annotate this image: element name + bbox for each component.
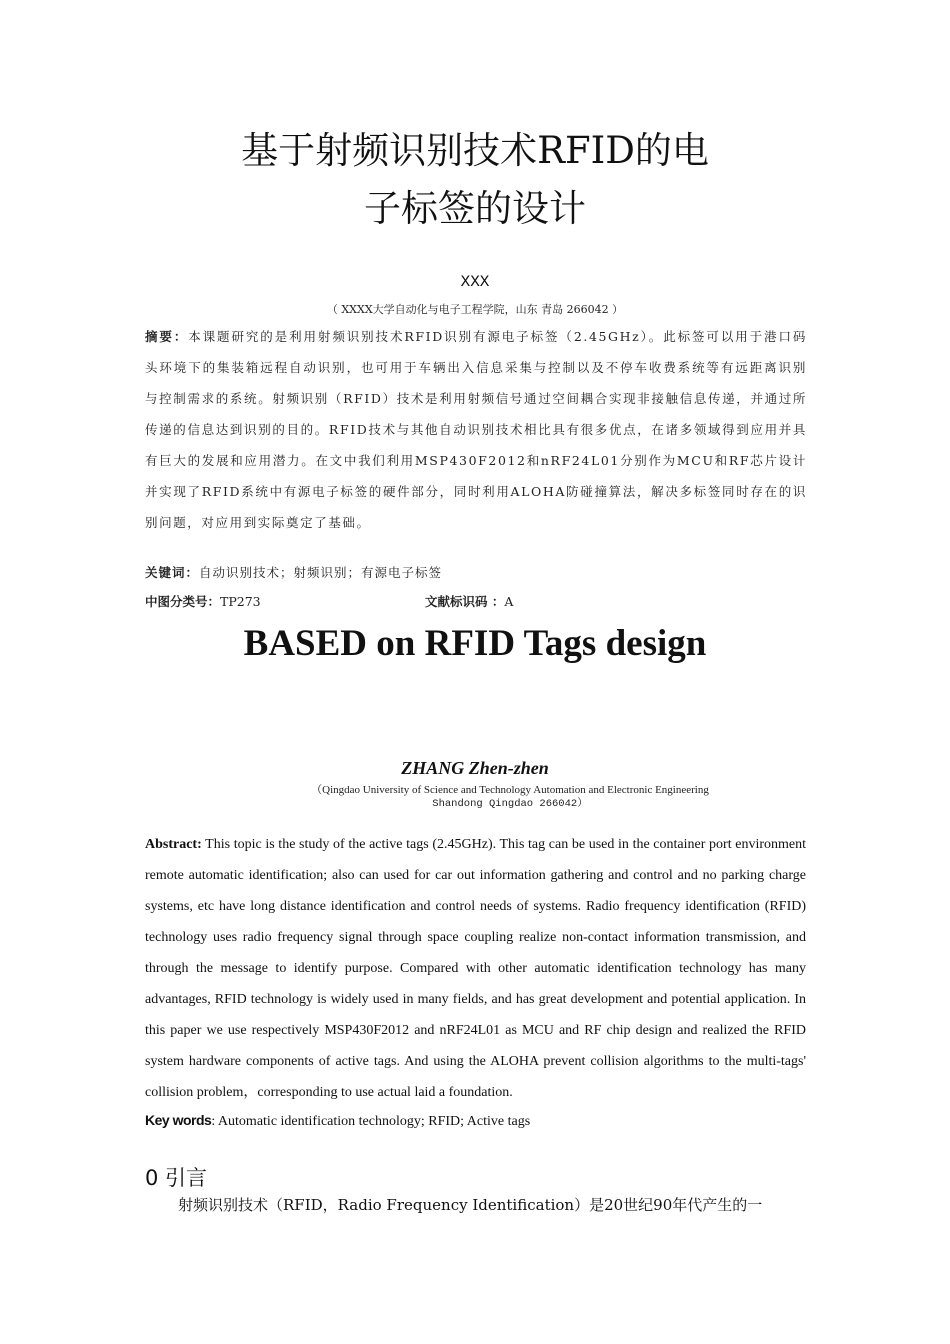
english-keywords-text: : Automatic identification technology; RFID; Active tags [211, 1114, 531, 1129]
chinese-affiliation: （ XXXX大学自动化与电子工程学院，山东 青岛 266042 ） [326, 303, 624, 316]
chinese-title-line-1: 基于射频识别技术RFID的电 [241, 129, 709, 172]
english-keywords [145, 1112, 530, 1130]
english-title: BASED on RFID Tags design [243, 623, 707, 664]
section-heading: 0 引言 [145, 1166, 208, 1190]
chinese-title [0, 122, 950, 238]
classification-number [145, 592, 261, 610]
document-code-value: A [504, 594, 514, 609]
chinese-author: XXX [460, 273, 490, 291]
chinese-keywords-text: 自动识别技术；射频识别；有源电子标签 [199, 565, 443, 580]
english-abstract [145, 829, 806, 1108]
english-keywords-label: Key words [145, 1112, 212, 1128]
chinese-keywords-label: 关键词： [145, 565, 200, 580]
english-affiliation-line-2: Shandong Qingdao 266042） [432, 798, 588, 810]
chinese-abstract [145, 321, 807, 538]
english-abstract-label: Abstract: [145, 837, 202, 852]
document-code [425, 592, 513, 610]
chinese-title-line-2: 子标签的设计 [364, 187, 586, 230]
chinese-keywords [145, 563, 442, 581]
classification-label: 中图分类号： [145, 594, 221, 609]
english-affiliation-line-1: （Qingdao University of Science and Technology Automation and Electronic Engineering [311, 784, 709, 796]
english-author: ZHANG Zhen-zhen [401, 758, 549, 778]
classification-value: TP273 [220, 594, 261, 609]
document-code-label: 文献标识码 ： [425, 594, 505, 609]
chinese-abstract-text: 本课题研究的是利用射频识别技术RFID识别有源电子标签（2.45GHz）。此标签可以用于港口码头环境下的集装箱远程自动识别，也可用于车辆出入信息采集与控制以及不停车收费系统等有远距离识别与控制需求的系统。射频识别（RFID）技术是利用射频信号通过空间耦合实现非接触信息传递，并通过所传递的信息达到识别的目的。RFID技术与其他自动识别技术相比具有很多优点，在诸多领域得到应用并具有巨大的发展和应用潜力。在文中我们利用MSP430F2012和nRF24L01分别作为MCU和RF芯片设计并实现了RFID系统中有源电子标签的硬件部分，同时利用ALOHA防碰撞算法，解决多标签同时存在的识别问题，对应用到实际奠定了基础。 [145, 329, 807, 530]
english-abstract-text: This topic is the study of the active tags (2.45GHz). This tag can be used in the container port environment remote automatic identification; also can used for car out information gathering and control and no parking charge systems, etc have long distance identification and control needs of systems. Radio frequency identification (RFID) technology uses radio frequency signal through space coupling realize non-contact information transmission, and through the message to identify purpose. Compared with other automatic identification technology has many advantages, RFID technology is widely used in many fields, and has great development and potential application. In this paper we use respectively MSP430F2012 and nRF24L01 as MCU and RF chip design and realized the RFID system hardware components of active tags. And using the ALOHA prevent collision algorithms to the multi-tags' collision problem，corresponding to use actual laid a foundation. [145, 837, 806, 1100]
section-body: 射频识别技术（RFID，Radio Frequency Identification）是20世纪90年代产生的一 [178, 1196, 763, 1214]
chinese-abstract-label: 摘要： [145, 329, 189, 344]
